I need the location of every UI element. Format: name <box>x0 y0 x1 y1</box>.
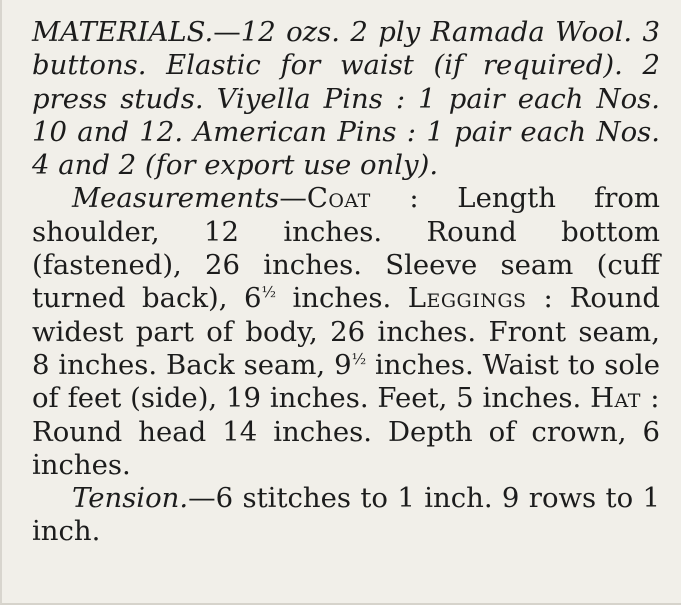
hat-text: Round head 14 inches. Depth of crown, 6 inches. <box>32 415 660 481</box>
coat-label: Coat : <box>306 182 420 215</box>
measurements-paragraph <box>32 182 660 482</box>
leggings-text: Round widest part of body, 26 inches. Front seam, 8 inches. Back seam, 9 <box>32 282 661 381</box>
tension-heading: Tension. <box>72 482 189 515</box>
leggings-label: Leggings : <box>407 282 554 315</box>
measurements-heading: Measurements <box>72 182 280 215</box>
pattern-text <box>32 16 660 549</box>
tension-paragraph <box>32 482 660 549</box>
materials-dash: — <box>213 16 241 48</box>
materials-paragraph <box>32 16 660 182</box>
leggings-fraction: ½ <box>351 349 367 368</box>
coat-tail: inches. <box>276 282 408 315</box>
measurements-dash: — <box>279 182 307 215</box>
coat-text: Length from shoulder, 12 inches. Round bottom (fastened), 26 inches. Sleeve seam (cuff turned back), 6 <box>32 182 661 315</box>
leggings-tail: inches. Waist to sole of feet (side), 19 inches. Feet, 5 inches. <box>32 348 660 415</box>
tension-body: 6 stitches to 1 inch. 9 rows to 1 inch. <box>32 482 660 548</box>
materials-heading: MATERIALS. <box>32 16 214 48</box>
coat-fraction: ½ <box>261 283 277 302</box>
materials-body: 12 ozs. 2 ply Ramada Wool. 3 buttons. Elastic for waist (if required). 2 press studs. Viyella Pins : 1 pair each Nos. 10 and 12. American Pins : 1 pair each Nos. 4 and 2 (for export use only). <box>32 16 660 182</box>
hat-label: Hat : <box>590 382 660 415</box>
tension-dash: — <box>188 482 216 515</box>
